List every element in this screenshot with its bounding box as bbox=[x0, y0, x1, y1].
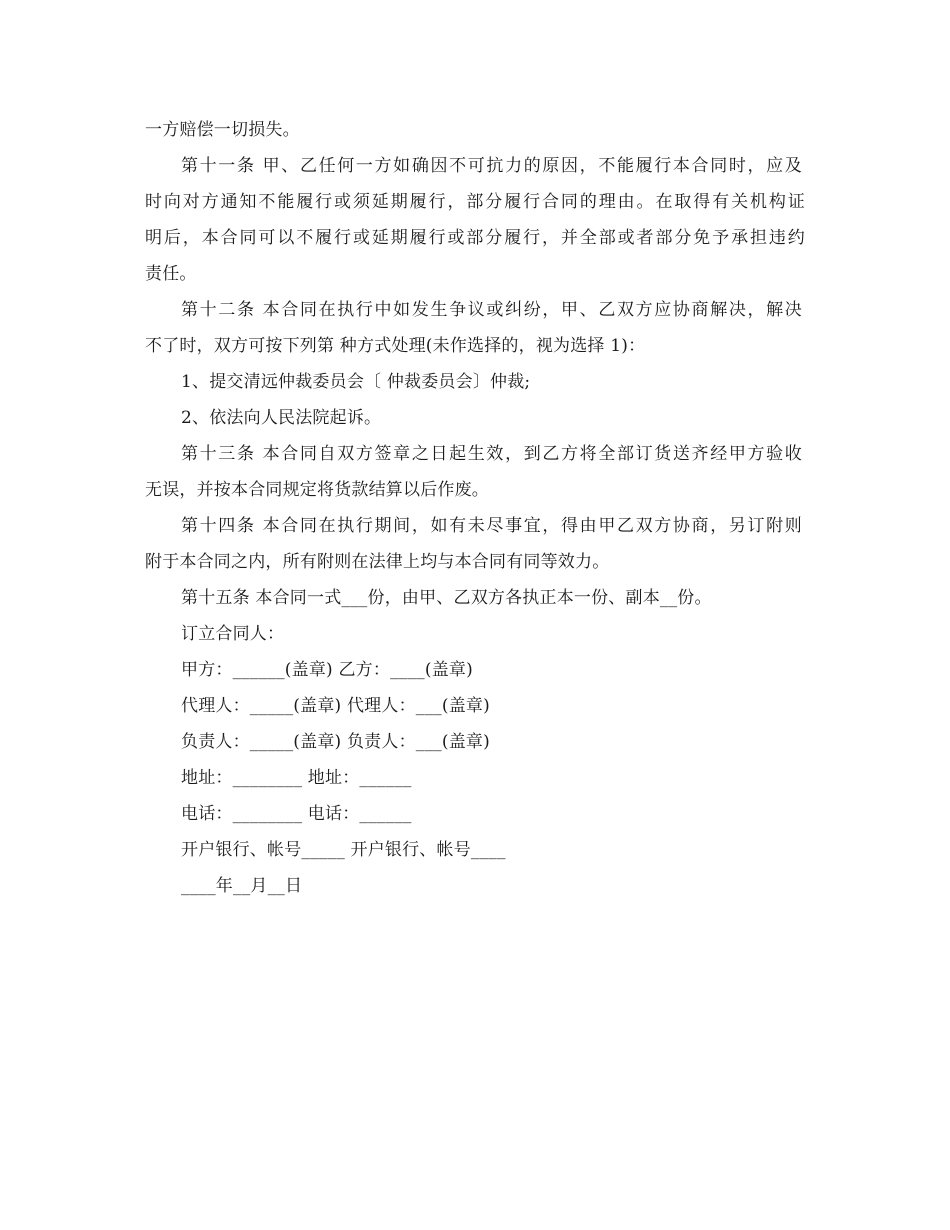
party-line: 甲方：______(盖章) 乙方：____(盖章) bbox=[181, 660, 473, 680]
phone-line: 电话：________ 电话：______ bbox=[181, 804, 412, 824]
article-12-line-1: 第十二条 本合同在执行中如发生争议或纠纷，甲、乙双方应协商解决，解决 bbox=[181, 300, 802, 320]
article-11-line-2: 时向对方通知不能履行或须延期履行，部分履行合同的理由。在取得有关机构证 bbox=[145, 192, 805, 212]
article-13-line-2: 无误，并按本合同规定将货款结算以后作废。 bbox=[145, 480, 489, 500]
article-14-line-2: 附于本合同之内，所有附则在法律上均与本合同有同等效力。 bbox=[145, 552, 610, 572]
article-12-line-2: 不了时，双方可按下列第 种方式处理(未作选择的，视为选择 1)： bbox=[145, 336, 646, 356]
article-14-line-1: 第十四条 本合同在执行期间，如有未尽事宜，得由甲乙双方协商，另订附则 bbox=[181, 516, 802, 536]
signatories-heading: 订立合同人： bbox=[181, 624, 285, 644]
date-line: ____年__月__日 bbox=[181, 876, 303, 896]
option-1: 1、提交清远仲裁委员会〔 仲裁委员会〕仲裁; bbox=[181, 372, 531, 392]
article-15: 第十五条 本合同一式___份，由甲、乙双方各执正本一份、副本__份。 bbox=[181, 588, 712, 608]
responsible-person-line: 负责人：_____(盖章) 负责人：___(盖章) bbox=[181, 732, 490, 752]
article-11-line-3: 明后，本合同可以不履行或延期履行或部分履行，并全部或者部分免予承担违约 bbox=[145, 228, 805, 248]
article-11-line-4: 责任。 bbox=[145, 264, 197, 284]
article-13-line-1: 第十三条 本合同自双方签章之日起生效，到乙方将全部订货送齐经甲方验收 bbox=[181, 444, 802, 464]
bank-account-line: 开户银行、帐号_____ 开户银行、帐号____ bbox=[181, 840, 506, 860]
address-line: 地址：________ 地址：______ bbox=[181, 768, 412, 788]
text-line-continuation: 一方赔偿一切损失。 bbox=[145, 120, 300, 140]
option-2: 2、依法向人民法院起诉。 bbox=[181, 408, 382, 428]
article-11-line-1: 第十一条 甲、乙任何一方如确因不可抗力的原因，不能履行本合同时，应及 bbox=[181, 156, 802, 176]
agent-line: 代理人：_____(盖章) 代理人：___(盖章) bbox=[181, 696, 490, 716]
